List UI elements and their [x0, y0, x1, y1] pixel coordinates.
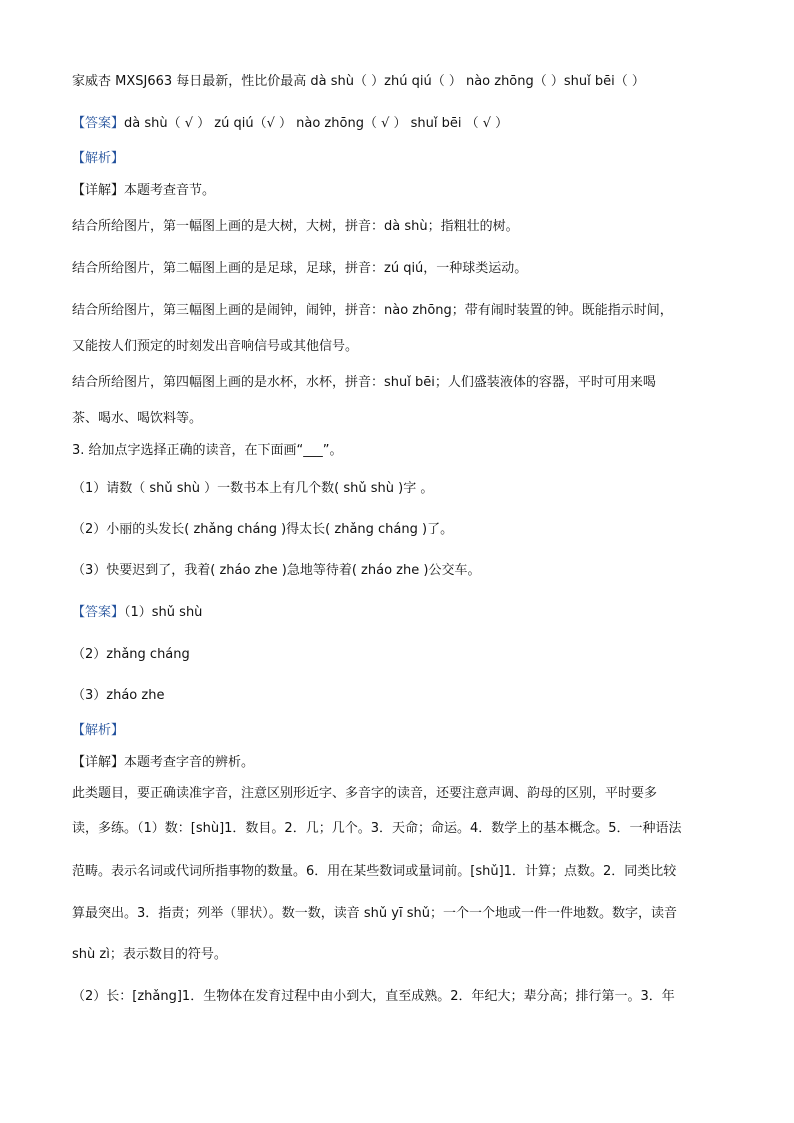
line-explain-1: 结合所给图片，第一幅图上画的是大树，大树，拼音：dà shù；指粗壮的树。	[72, 219, 519, 234]
line-answer-2c: （3）zháo zhe	[72, 688, 165, 703]
line-watermark-question: 家威杏 MXSJ663 每日最新，性比价最高 dà shù（ ）zhú qiú（ ） nào zhōng（ ）shuǐ bēi（ ）	[72, 74, 645, 89]
line-para-3: 范畴。表示名词或代词所指事物的数量。6．用在某些数词或量词前。[shǔ]1．计算；点数。2．同类比较	[72, 864, 677, 879]
line-answer-2: 【答案】（1）shǔ shù	[72, 605, 203, 620]
question-3-2: （2）小丽的头发长( zhǎng cháng )得太长( zhǎng cháng )了。	[72, 522, 454, 537]
line-explain-2: 结合所给图片，第二幅图上画的是足球，足球，拼音：zú qiú，一种球类运动。	[72, 261, 528, 276]
line-para-5: shù zì；表示数目的符号。	[72, 947, 227, 962]
line-para-2: 读，多练。（1）数：[shù]1．数目。2．几；几个。3．天命；命运。4．数学上的基本概念。5．一种语法	[72, 821, 682, 836]
line-explain-3a: 结合所给图片，第三幅图上画的是闹钟，闹钟，拼音：nào zhōng；带有闹时装置的钟。既能指示时间，	[72, 303, 673, 318]
line-answer-2b: （2）zhǎng cháng	[72, 647, 190, 662]
line-detail-1: 【详解】本题考查音节。	[72, 183, 216, 198]
question-3-title: 3. 给加点字选择正确的读音，在下面画“___”。	[72, 443, 343, 458]
line-detail-2: 【详解】本题考查字音的辨析。	[72, 755, 255, 770]
question-3-1: （1）请数（ shǔ shù ）一数书本上有几个数( shǔ shù )字 。	[72, 481, 434, 496]
analysis-label: 【解析】	[72, 723, 125, 738]
line-explain-3b: 又能按人们预定的时刻发出音响信号或其他信号。	[72, 339, 359, 354]
line-explain-4a: 结合所给图片，第四幅图上画的是水杯，水杯，拼音：shuǐ bēi；人们盛装液体的容器，平时可用来喝	[72, 375, 656, 390]
line-analysis-1	[72, 150, 722, 168]
question-3-3: （3）快要迟到了，我着( zháo zhe )急地等待着( zháo zhe )公交车。	[72, 563, 481, 578]
line-analysis-2	[72, 722, 722, 740]
answer-label: 【答案】	[72, 116, 125, 131]
line-answer-1: 【答案】dà shù（ √ ） zú qiú（√ ） nào zhōng（ √ ） shuǐ bēi （ √ ）	[72, 116, 509, 131]
analysis-label: 【解析】	[72, 151, 125, 166]
line-para-4: 算最突出。3．指责；列举（罪状）。数一数，读音 shǔ yī shǔ；一个一个地或一件一件地数。数字，读音	[72, 906, 677, 921]
line-para-6: （2）长：[zhǎng]1．生物体在发育过程中由小到大，直至成熟。2．年纪大；辈分高；排行第一。3．年	[72, 989, 675, 1004]
answer-label: 【答案】	[72, 605, 125, 620]
line-para-1: 此类题目，要正确读准字音，注意区别形近字、多音字的读音，还要注意声调、韵母的区别，平时要多	[72, 786, 658, 801]
line-explain-4b: 茶、喝水、喝饮料等。	[72, 411, 203, 426]
